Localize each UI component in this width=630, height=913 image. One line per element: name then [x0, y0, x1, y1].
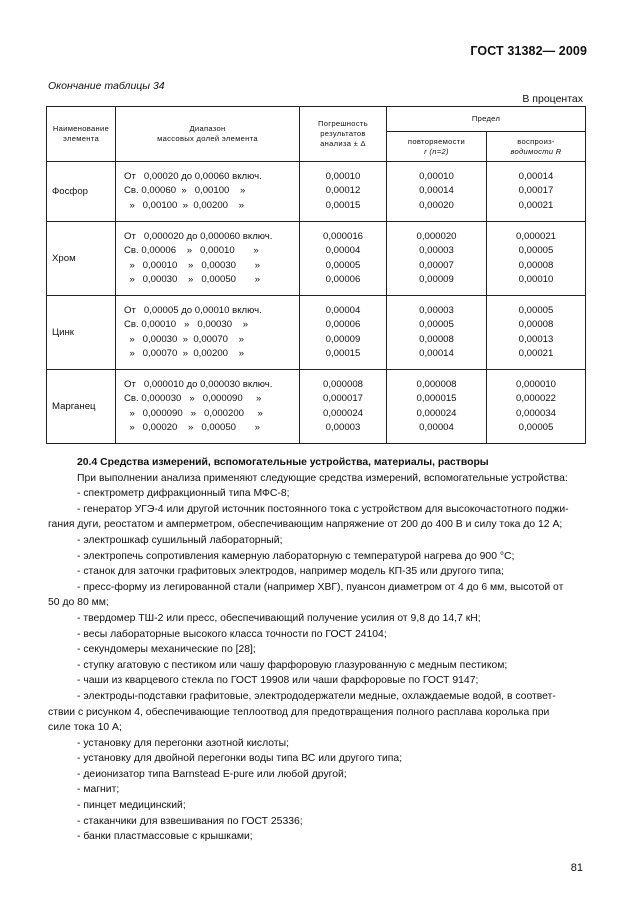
list-item: - магнит;	[77, 784, 120, 796]
table-row	[47, 162, 586, 222]
reproducibility-cell-line: 0,000034	[515, 407, 556, 419]
list-item: - банки пластмассовые с крышками;	[77, 831, 253, 843]
range-cell-line: От 0,00005 до 0,00010 включ.	[124, 304, 262, 316]
error-cell-line: 0,00004	[325, 245, 361, 256]
list-item: - твердомер ТШ-2 или пресс, обеспечивающий получение усилия от 9,8 до 14,7 кН;	[77, 612, 481, 624]
list-item: - генератор УГЭ-4 или другой источник постоянного тока с устройством для высокочастотного поджи-	[77, 503, 569, 515]
list-item: - ступку агатовую с пестиком или чашу фарфоровую глазурованную с медным пестиком;	[77, 659, 508, 671]
error-cell-line: 0,00009	[325, 333, 361, 345]
repeatability-cell	[387, 222, 487, 296]
list-item: ствии с рисунком 4, обеспечивающие теплоотвод для предотвращения полного расплава королька при	[48, 706, 550, 718]
list-item: - электроды-подставки графитовые, электрододержатели медные, охлаждаемые водой, в соответ-	[77, 690, 556, 702]
list-item: - станок для заточки графитовых электродов, например модель КП-35 или другого типа;	[77, 566, 504, 578]
repeatability-cell-line: 0,00007	[419, 259, 454, 271]
error-cell-line: 0,00004	[325, 304, 361, 316]
list-item: 50 до 80 мм;	[48, 597, 109, 609]
table-row	[47, 370, 586, 444]
range-cell	[116, 370, 300, 444]
list-item: силе тока 10 А;	[48, 722, 122, 734]
range-cell-line: » 0,00100 » 0,00200 »	[124, 199, 245, 211]
repeatability-cell-line: 0,00003	[419, 245, 454, 256]
range-cell-line: » 0,00070 » 0,00200 »	[124, 348, 245, 359]
range-cell-line: Св. 0,000030 » 0,000090 »	[124, 393, 262, 404]
reproducibility-cell-line: 0,000021	[515, 230, 556, 242]
reproducibility-cell	[487, 222, 586, 296]
list-item: - установку для двойной перегонки воды типа ВС или другого типа;	[77, 753, 403, 765]
repeatability-cell-line: 0,000020	[416, 230, 457, 242]
error-cell	[300, 370, 387, 444]
list-item: - установку для перегонки азотной кислоты;	[77, 737, 289, 749]
repeatability-cell-line: 0,000015	[416, 393, 457, 404]
repeatability-cell-line: 0,00005	[419, 319, 454, 330]
error-cell	[300, 162, 387, 222]
error-cell-line: 0,00005	[325, 259, 361, 271]
repeatability-cell-line: 0,000024	[416, 407, 457, 419]
list-item: - весы лабораторные высокого класса точности по ГОСТ 24104;	[77, 628, 387, 640]
col-header-element: Наименование элемента	[47, 107, 116, 162]
units-note: В процентах	[522, 93, 583, 105]
data-table	[46, 106, 586, 444]
repeatability-cell-line: 0,00014	[419, 348, 454, 359]
repeatability-cell	[387, 296, 487, 370]
error-cell-line: 0,00006	[325, 319, 361, 330]
col-header-error: Погрешность результатов анализа ± Δ	[300, 107, 387, 162]
col-header-repeatability: повторяемости r (n=2)	[387, 132, 487, 162]
reproducibility-cell	[487, 296, 586, 370]
reproducibility-cell-line: 0,00017	[518, 185, 554, 197]
list-item: - стаканчики для взвешивания по ГОСТ 25336;	[77, 815, 303, 827]
range-cell-line: » 0,00030 » 0,00050 »	[124, 274, 261, 285]
repeatability-cell	[387, 370, 487, 444]
reproducibility-cell-line: 0,000022	[515, 393, 556, 404]
range-cell-line: » 0,00020 » 0,00050 »	[124, 422, 261, 433]
range-cell-line: » 0,000090 » 0,000200 »	[124, 407, 263, 419]
list-item: - пинцет медицинский;	[77, 800, 186, 812]
error-cell-line: 0,00012	[325, 185, 361, 197]
range-cell	[116, 162, 300, 222]
col-header-limit: Предел	[387, 107, 586, 132]
repeatability-cell-line: 0,000008	[416, 378, 457, 390]
table-row	[47, 222, 586, 296]
error-cell-line: 0,000008	[322, 378, 363, 390]
intro-paragraph: При выполнении анализа применяют следующие средства измерений, вспомогательные устройства:	[77, 472, 568, 484]
error-cell-line: 0,00010	[325, 170, 361, 182]
table-caption: Окончание таблицы 34	[48, 80, 165, 92]
reproducibility-cell	[487, 370, 586, 444]
error-cell-line: 0,00015	[325, 199, 361, 211]
range-cell-line: От 0,00020 до 0,00060 включ.	[124, 170, 262, 182]
reproducibility-cell-line: 0,00010	[518, 274, 554, 285]
reproducibility-cell-line: 0,00014	[518, 170, 554, 182]
repeatability-cell-line: 0,00020	[419, 199, 454, 211]
list-item: - чаши из кварцевого стекла по ГОСТ 19908 или чаши фарфоровые по ГОСТ 9147;	[77, 675, 479, 687]
col-header-range: Диапазон массовых долей элемента	[116, 107, 300, 162]
repeatability-cell-line: 0,00008	[419, 333, 454, 345]
section-body	[48, 455, 585, 845]
element-name: Цинк	[47, 296, 116, 370]
repeatability-cell	[387, 162, 487, 222]
col-header-reproducibility: воспроиз- водимости R	[487, 132, 586, 162]
repeatability-cell-line: 0,00010	[419, 170, 454, 182]
reproducibility-cell-line: 0,00008	[518, 319, 554, 330]
reproducibility-cell-line: 0,00008	[518, 259, 554, 271]
error-cell	[300, 296, 387, 370]
list-item: - электрошкаф сушильный лабораторный;	[77, 534, 283, 546]
reproducibility-cell	[487, 162, 586, 222]
repeatability-cell-line: 0,00009	[419, 274, 454, 285]
element-name: Марганец	[47, 370, 116, 444]
list-item: - пресс-форму из легированной стали (например ХВГ), пуансон диаметром от 4 до 6 мм, высотой от	[77, 581, 564, 593]
range-cell	[116, 222, 300, 296]
reproducibility-cell-line: 0,00005	[518, 422, 554, 433]
repeatability-cell-line: 0,00004	[419, 422, 454, 433]
page-number: 81	[570, 862, 583, 874]
section-title: 20.4 Средства измерений, вспомогательные устройства, материалы, растворы	[77, 457, 489, 468]
error-cell-line: 0,00003	[325, 422, 361, 433]
range-cell-line: » 0,00010 » 0,00030 »	[124, 259, 261, 271]
standard-header: ГОСТ 31382— 2009	[470, 44, 587, 58]
table-row	[47, 296, 586, 370]
element-name: Фосфор	[47, 162, 116, 222]
list-item: - секундомеры механические по [28];	[77, 644, 256, 656]
reproducibility-cell-line: 0,000010	[515, 378, 556, 390]
error-cell	[300, 222, 387, 296]
error-cell-line: 0,000024	[322, 407, 363, 419]
element-name: Хром	[47, 222, 116, 296]
reproducibility-cell-line: 0,00013	[518, 333, 554, 345]
reproducibility-cell-line: 0,00005	[518, 245, 554, 256]
range-cell-line: Св. 0,00010 » 0,00030 »	[124, 319, 249, 330]
error-cell-line: 0,00015	[325, 348, 361, 359]
list-item: - электропечь сопротивления камерную лабораторную с температурой нагрева до 900 °С;	[77, 550, 515, 562]
error-cell-line: 0,00006	[325, 274, 361, 285]
range-cell-line: » 0,00030 » 0,00070 »	[124, 333, 245, 345]
error-cell-line: 0,000017	[322, 393, 363, 404]
repeatability-cell-line: 0,00014	[419, 185, 454, 197]
repeatability-cell-line: 0,00003	[419, 304, 454, 316]
range-cell	[116, 296, 300, 370]
range-cell-line: От 0,000010 до 0,000030 включ.	[124, 378, 273, 390]
list-item: - спектрометр дифракционный типа МФС-8;	[77, 488, 290, 500]
error-cell-line: 0,000016	[322, 230, 363, 242]
list-item: гания дуги, реостатом и амперметром, обеспечивающим напряжение от 200 до 400 В и силу тока до 12 А;	[48, 519, 563, 531]
range-cell-line: От 0,000020 до 0,000060 включ.	[124, 230, 273, 242]
reproducibility-cell-line: 0,00005	[518, 304, 554, 316]
range-cell-line: Св. 0,00006 » 0,00010 »	[124, 245, 259, 256]
reproducibility-cell-line: 0,00021	[518, 348, 554, 359]
range-cell-line: Св. 0,00060 » 0,00100 »	[124, 185, 246, 197]
reproducibility-cell-line: 0,00021	[518, 199, 554, 211]
list-item: - деионизатор типа Barnstead E-pure или любой другой;	[77, 768, 347, 780]
